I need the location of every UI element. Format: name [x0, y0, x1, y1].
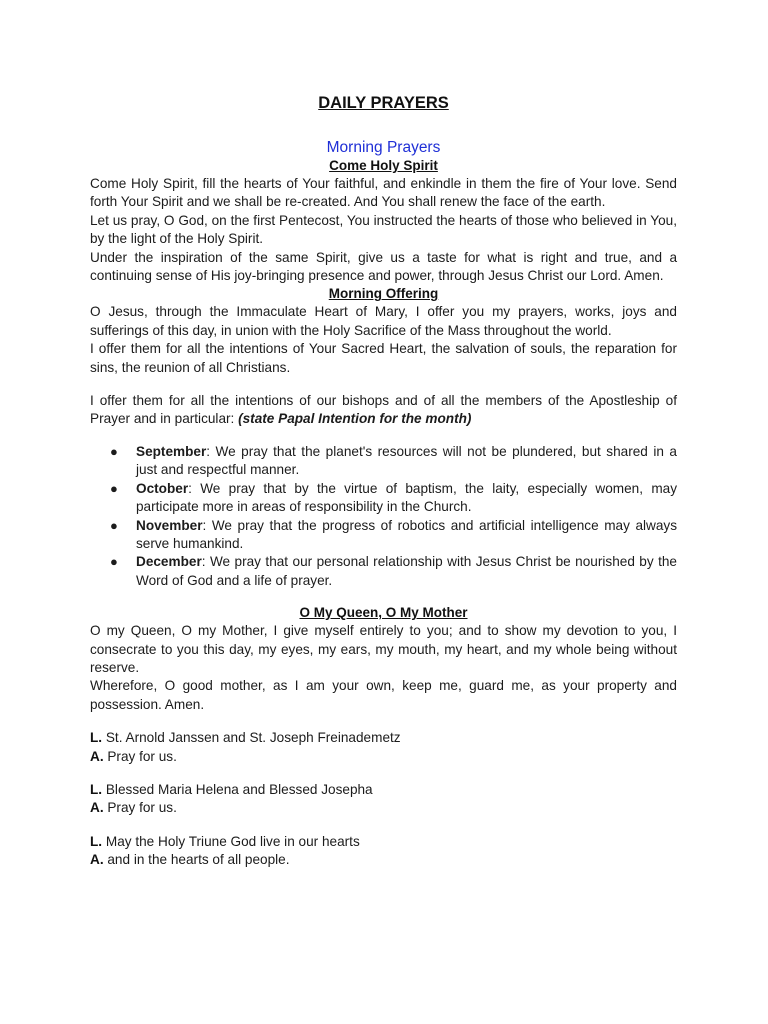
heading-morning-offering: Morning Offering — [328, 286, 439, 302]
heading-come-holy-spirit: Come Holy Spirit — [329, 158, 438, 173]
section-title-morning-prayers: Morning Prayers — [326, 139, 441, 156]
list-item — [90, 553, 677, 590]
response-text: Pray for us. — [103, 748, 177, 764]
response-text: Pray for us. — [103, 800, 177, 816]
intention-month: December — [136, 554, 202, 570]
intentions-list — [90, 443, 677, 590]
intention-month: September — [136, 443, 207, 459]
list-item — [90, 443, 677, 480]
leader-text: May the Holy Triune God live in our hearts — [102, 833, 360, 849]
leader-mark: L. — [90, 730, 103, 746]
bullet-icon: ● — [110, 517, 118, 533]
list-item — [90, 517, 677, 554]
bullet-icon: ● — [110, 480, 118, 496]
spacer — [90, 818, 677, 833]
litany-leader — [90, 781, 677, 799]
document-page — [90, 93, 677, 870]
paragraph: Wherefore, O good mother, as I am your own, keep me, guard me, as your property and possession. Amen. — [90, 678, 677, 712]
intention-text: : We pray that the planet's resources will not be plundered, but shared in a just and respectful manner. — [136, 443, 677, 478]
response-text: and in the hearts of all people. — [103, 852, 290, 868]
response-mark: A. — [90, 852, 104, 868]
intention-text: : We pray that our personal relationship with Jesus Christ be nourished by the Word of God and a life of prayer. — [136, 554, 677, 588]
intention-text: : We pray that by the virtue of baptism, the laity, especially women, may participate more in areas of responsibility in the Church. — [136, 480, 677, 515]
response-mark: A. — [90, 800, 104, 816]
paragraph: I offer them for all the intentions of Your Sacred Heart, the salvation of souls, the reparation for sins, the reunion of all Christians. — [90, 341, 677, 375]
heading-my-queen: O My Queen, O My Mother — [299, 605, 468, 621]
paragraph-bishops — [90, 392, 677, 429]
bishops-text: I offer them for all the intentions of our bishops and of all the members of the Apostleship of Prayer and in particular: — [90, 393, 677, 427]
leader-text: St. Arnold Janssen and St. Joseph Freinademetz — [102, 730, 401, 746]
intention-month: November — [136, 517, 203, 533]
leader-mark: L. — [90, 781, 103, 797]
list-item — [90, 480, 677, 517]
paragraph: O Jesus, through the Immaculate Heart of Mary, I offer you my prayers, works, joys and sufferings of this day, in union with the Holy Sacrifice of the Mass throughout the world. — [90, 304, 677, 338]
leader-mark: L. — [90, 833, 103, 849]
litany-leader — [90, 833, 677, 851]
leader-text: Blessed Maria Helena and Blessed Josepha — [102, 781, 373, 797]
spacer — [90, 377, 677, 392]
litany-response — [90, 799, 677, 817]
litany-leader — [90, 729, 677, 747]
papal-intention-note: (state Papal Intention for the month) — [238, 411, 472, 427]
intention-month: October — [136, 480, 189, 496]
response-mark: A. — [90, 748, 104, 764]
intention-text: : We pray that the progress of robotics and artificial intelligence may always serve humankind. — [136, 517, 677, 551]
bullet-icon: ● — [110, 554, 118, 570]
paragraph: Let us pray, O God, on the first Pentecost, You instructed the hearts of those who believed in You, by the light of the Holy Spirit. — [90, 212, 677, 247]
litany-response — [90, 851, 677, 869]
paragraph: O my Queen, O my Mother, I give myself entirely to you; and to show my devotion to you, I consecrate to you this day, my eyes, my ears, my mouth, my heart, and my whole being without reserve. — [90, 623, 677, 675]
bullet-icon: ● — [110, 443, 118, 459]
paragraph: Under the inspiration of the same Spirit, give us a taste for what is right and true, and a continuing sense of His joy-bringing presence and power, through Jesus Christ our Lord. Amen. — [90, 249, 677, 284]
spacer — [90, 766, 677, 781]
page-title: DAILY PRAYERS — [318, 94, 449, 112]
spacer — [90, 714, 677, 729]
paragraph: Come Holy Spirit, fill the hearts of Your faithful, and enkindle in them the fire of Your love. Send forth Your Spirit and we shall be re-created. And You shall renew the face of the earth. — [90, 176, 677, 210]
litany-response — [90, 748, 677, 766]
